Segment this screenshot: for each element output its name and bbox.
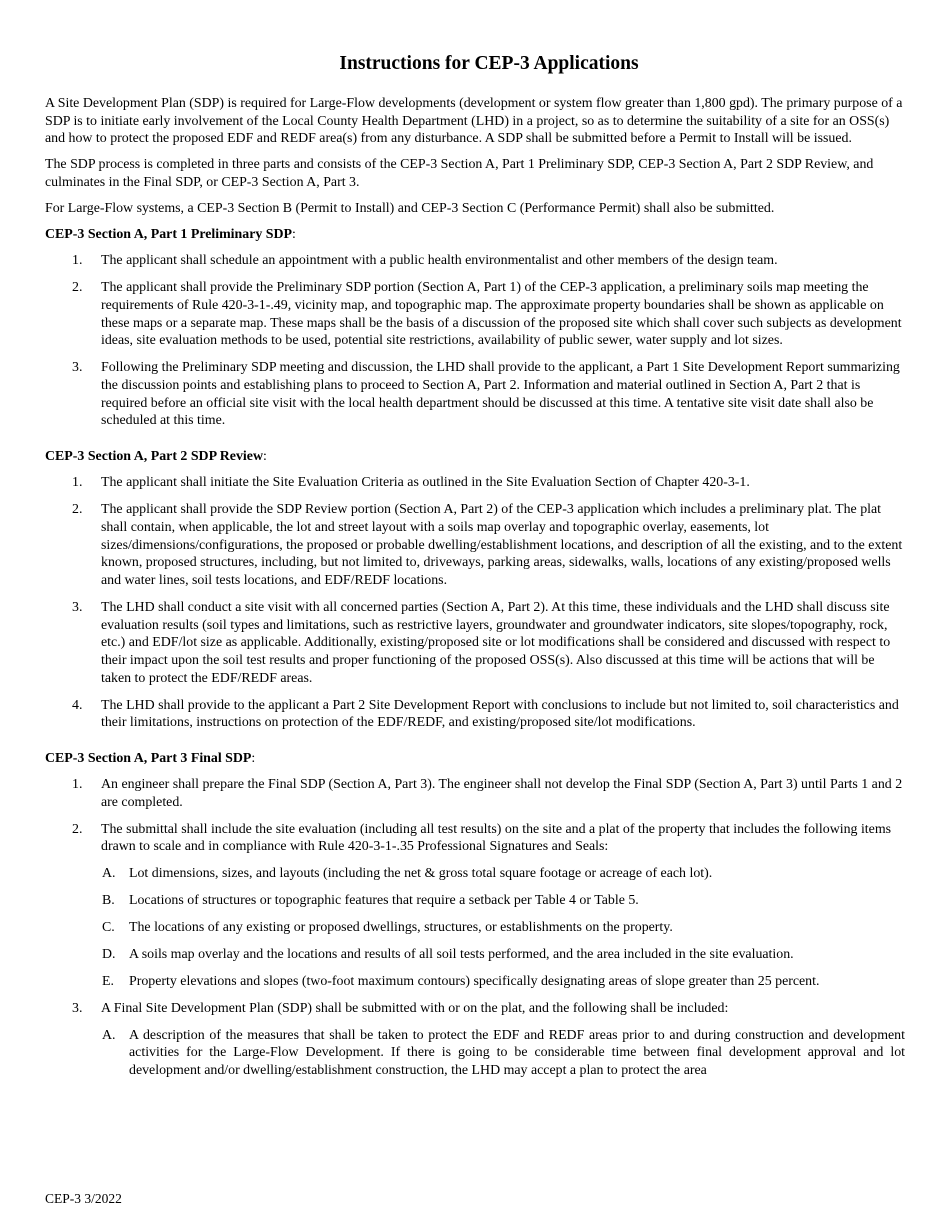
item-number: 3. bbox=[72, 360, 83, 376]
sub-item-letter: E. bbox=[102, 973, 114, 989]
item-text: The applicant shall provide the Preliminary SDP portion (Section A, Part 1) of the CEP-3 application, a preliminary soils map meeting the requirements of Rule 420-3-1-.49, vicinity map, and topographic map. The approximate property boundaries shall be shown as applicable on these maps or a separate map. These maps shall be the basis of a discussion of the proposed site which shall cover such subjects as development ideas, site evaluation methods to be used, potential site restrictions, availability of public sewer, water supply and lot sizes. bbox=[101, 280, 902, 349]
page-footer: CEP-3 3/2022 bbox=[45, 1191, 122, 1206]
section-heading-part1: CEP-3 Section A, Part 1 Preliminary SDP: bbox=[45, 227, 296, 243]
item-number: 1. bbox=[72, 253, 83, 269]
section-heading-part2: CEP-3 Section A, Part 2 SDP Review: bbox=[45, 449, 267, 465]
item-text: The applicant shall schedule an appointment with a public health environmentalist and other members of the design team. bbox=[101, 253, 778, 269]
item-number: 1. bbox=[72, 777, 83, 793]
item-text: An engineer shall prepare the Final SDP (Section A, Part 3). The engineer shall not develop the Final SDP (Section A, Part 3) until Parts 1 and 2 are completed. bbox=[101, 777, 903, 810]
item-number: 4. bbox=[72, 697, 83, 713]
sub-item-text: A description of the measures that shall be taken to protect the EDF and REDF areas prior to and during construction and development activities for the Large-Flow Development. If there is going to be considerable time between final development approval and lot development and/or dwelling/establishment construction, the LHD may accept a plan to protect the area bbox=[129, 1027, 905, 1079]
sub-item-text: Lot dimensions, sizes, and layouts (including the net & gross total square footage or acreage of each lot). bbox=[129, 866, 713, 882]
sub-item-text: Locations of structures or topographic features that require a setback per Table 4 or Table 5. bbox=[129, 893, 639, 909]
sub-list-item bbox=[45, 892, 905, 910]
part1-list bbox=[45, 252, 905, 430]
page-title: Instructions for CEP-3 Applications bbox=[339, 53, 639, 74]
list-item bbox=[45, 252, 905, 270]
sub-list-item bbox=[45, 865, 905, 883]
item-text: Following the Preliminary SDP meeting and discussion, the LHD shall provide to the applicant, a Part 1 Site Development Report summarizing the discussion points and establishing plans to proceed to Section A, Part 2. Information and material outlined in Section A, Part 2 that is required before an official site visit with the local health department should be discussed at this time. A tentative site visit date shall also be scheduled at this time. bbox=[101, 360, 900, 429]
sub-item-text: The locations of any existing or proposed dwellings, structures, or establishments on the property. bbox=[129, 920, 673, 936]
item-number: 2. bbox=[72, 502, 83, 518]
sub-item-text: Property elevations and slopes (two-foot maximum contours) specifically designating areas of slope greater than 25 percent. bbox=[129, 973, 820, 989]
list-item bbox=[45, 599, 905, 688]
part3-item3-sublist bbox=[45, 1027, 905, 1080]
section-heading-part3: CEP-3 Section A, Part 3 Final SDP: bbox=[45, 750, 256, 766]
list-item bbox=[45, 359, 905, 430]
sub-item-letter: C. bbox=[102, 920, 115, 936]
part3-item2-sublist bbox=[45, 865, 905, 990]
intro-paragraph: The SDP process is completed in three parts and consists of the CEP-3 Section A, Part 1 Preliminary SDP, CEP-3 Section A, Part 2 SDP Review, and culminates in the Final SDP, or CEP-3 Section A, Part 3. bbox=[45, 157, 874, 191]
sub-item-letter: B. bbox=[102, 893, 115, 909]
sub-list-item bbox=[45, 919, 905, 937]
sub-list-item bbox=[45, 946, 905, 964]
item-number: 3. bbox=[72, 599, 83, 615]
list-item bbox=[45, 821, 905, 856]
item-text: The applicant shall provide the SDP Review portion (Section A, Part 2) of the CEP-3 application which includes a preliminary plat. The plat shall contain, when applicable, the lot and street layout with a soils map overlay and topographic overlay, easements, lot sizes/dimensions/configurations, the proposed or probable dwelling/establishment locations, and description of all the existing, and to the extent known, proposed structures, including, but not limited to, driveways, parking areas, sidewalks, walls, locations of any existing/proposed wells and water lines, soil tests locations, and EDF/REDF locations. bbox=[101, 502, 903, 588]
sub-item-text: A soils map overlay and the locations and results of all soil tests performed, and the area included in the site evaluation. bbox=[129, 946, 794, 962]
item-text: The LHD shall conduct a site visit with all concerned parties (Section A, Part 2). At this time, these individuals and the LHD shall discuss site evaluation results (soil types and limitations, such as restrictive layers, groundwater and groundwater indicators, site slopes/topography, rock, etc.) and EDF/lot size as applicable. Additionally, existing/proposed site or lot modifications shall be considered and discussed with respect to their impact upon the soil test results and proper functioning of the proposed OSS(s). Also discussed at this time will be actions that will be taken to protect the EDF/REDF areas. bbox=[101, 599, 891, 686]
sub-item-letter: A. bbox=[102, 1027, 116, 1043]
list-item bbox=[45, 501, 905, 590]
list-item bbox=[45, 776, 905, 811]
sub-item-letter: A. bbox=[102, 866, 116, 882]
sub-item-letter: D. bbox=[102, 946, 116, 962]
part3-list-continued bbox=[45, 1000, 905, 1018]
list-item bbox=[45, 474, 905, 492]
sub-list-item bbox=[45, 1027, 905, 1080]
item-number: 3. bbox=[72, 1000, 83, 1016]
intro-paragraph: For Large-Flow systems, a CEP-3 Section B (Permit to Install) and CEP-3 Section C (Performance Permit) shall also be submitted. bbox=[45, 201, 775, 217]
item-number: 2. bbox=[72, 821, 83, 837]
item-text: The applicant shall initiate the Site Evaluation Criteria as outlined in the Site Evaluation Section of Chapter 420-3-1. bbox=[101, 475, 750, 491]
item-text: The submittal shall include the site evaluation (including all test results) on the site and a plat of the property that includes the following items drawn to scale and in compliance with Rule 420-3-1-.35 Professional Signatures and Seals: bbox=[101, 821, 892, 855]
item-text: The LHD shall provide to the applicant a Part 2 Site Development Report with conclusions to include but not limited to, soil characteristics and their limitations, instructions on protection of the EDF/REDF, and existing/proposed site/lot modifications. bbox=[101, 697, 899, 731]
intro-paragraph: A Site Development Plan (SDP) is required for Large-Flow developments (development or system flow greater than 1,800 gpd). The primary purpose of a SDP is to initiate early involvement of the Local County Health Department (LHD) in a project, so as to determine the suitability of a site for an OSS(s) and how to protect the proposed EDF and REDF area(s) from any disturbance. A SDP shall be submitted before a Permit to Install will be issued. bbox=[45, 96, 903, 147]
item-number: 2. bbox=[72, 280, 83, 296]
part3-list bbox=[45, 776, 905, 856]
list-item bbox=[45, 697, 905, 732]
list-item bbox=[45, 1000, 905, 1018]
list-item bbox=[45, 279, 905, 350]
item-text: A Final Site Development Plan (SDP) shall be submitted with or on the plat, and the following shall be included: bbox=[101, 1000, 729, 1016]
sub-list-item bbox=[45, 973, 905, 991]
item-number: 1. bbox=[72, 475, 83, 491]
part2-list bbox=[45, 474, 905, 732]
document-body bbox=[45, 95, 905, 1089]
